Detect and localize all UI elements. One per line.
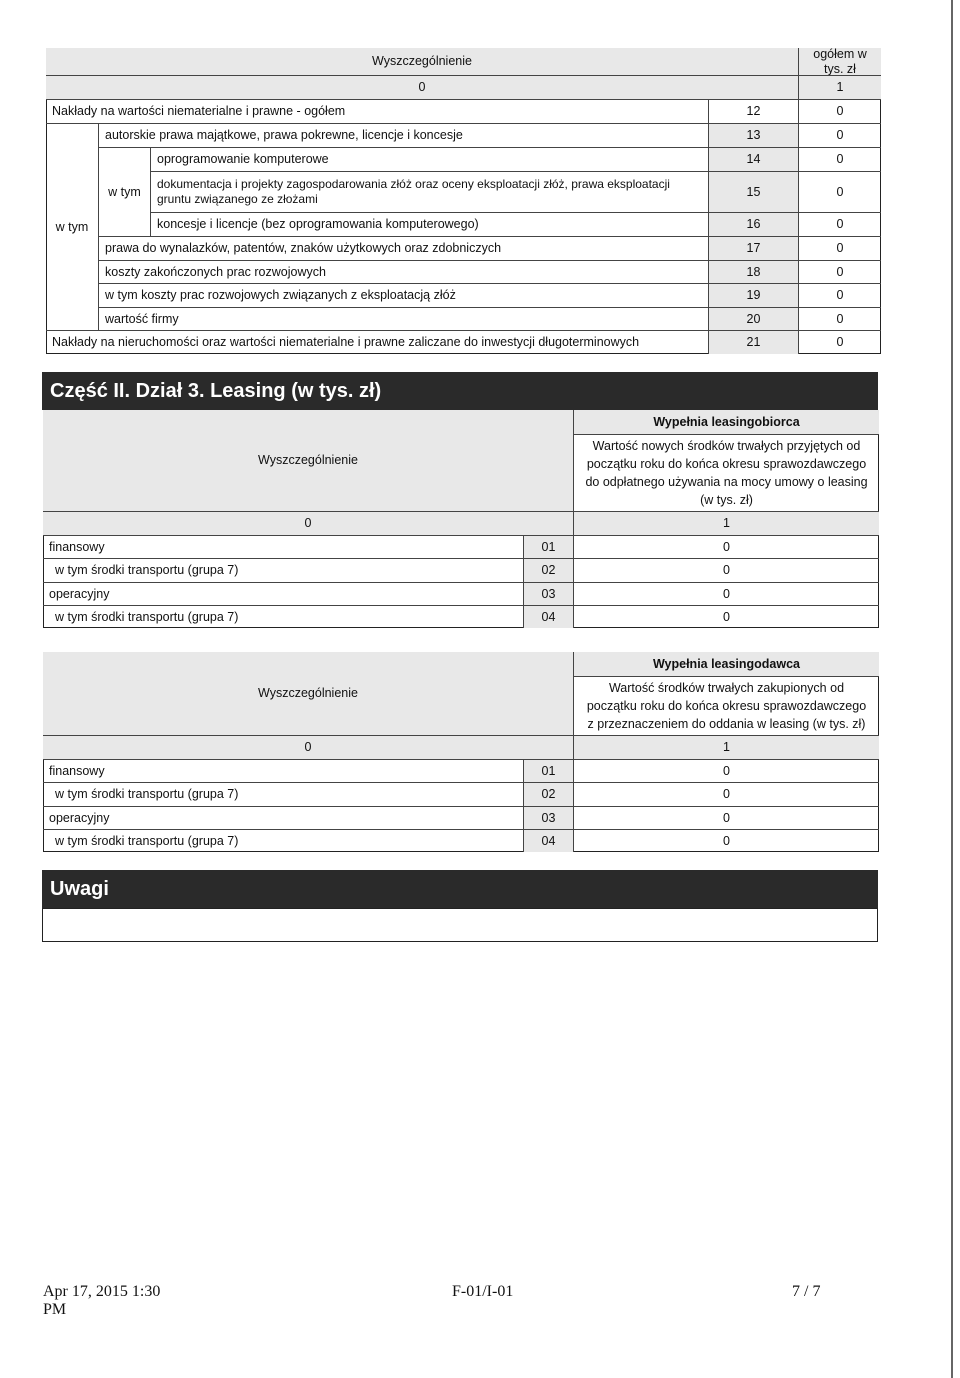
header-value: ogółem w tys. zł <box>798 48 881 75</box>
row-label: operacyjny <box>43 806 523 829</box>
row-number: 04 <box>523 829 573 852</box>
row-value: 0 <box>798 123 881 147</box>
footer-datetime: Apr 17, 2015 1:30 PM <box>43 1283 161 1318</box>
row-number: 02 <box>523 782 573 806</box>
row-number: 14 <box>708 147 798 171</box>
row-number: 02 <box>523 558 573 582</box>
row-value: 0 <box>798 260 881 283</box>
row-value: 0 <box>798 171 881 212</box>
row-value: 0 <box>798 236 881 260</box>
fill-by-label: Wypełnia leasingodawca <box>573 652 879 676</box>
row-number: 04 <box>523 605 573 628</box>
row-label: prawa do wynalazków, patentów, znaków użytkowych oraz zdobniczych <box>98 236 708 260</box>
row-label: w tym środki transportu (grupa 7) <box>43 558 523 582</box>
section-title-notes: Uwagi <box>42 870 878 908</box>
row-number: 18 <box>708 260 798 283</box>
row-label: oprogramowanie komputerowe <box>150 147 708 171</box>
section-title-leasing: Część II. Dział 3. Leasing (w tys. zł) <box>42 372 878 410</box>
row-label: w tym środki transportu (grupa 7) <box>43 605 523 628</box>
row-label: Nakłady na wartości niematerialne i prawne - ogółem <box>46 99 708 123</box>
index-col-1: 1 <box>573 511 879 535</box>
row-value: 0 <box>573 535 879 558</box>
index-col-1: 1 <box>573 735 879 759</box>
row-value: 0 <box>798 307 881 330</box>
row-label: autorskie prawa majątkowe, prawa pokrewne, licencje i koncesje <box>98 123 708 147</box>
inner-w-tym: w tym <box>98 147 150 236</box>
index-col-0: 0 <box>46 75 798 99</box>
row-number: 03 <box>523 806 573 829</box>
row-number: 03 <box>523 582 573 605</box>
row-value: 0 <box>573 782 879 806</box>
row-value: 0 <box>573 605 879 628</box>
footer-form-code: F-01/I-01 <box>452 1283 514 1300</box>
row-value: 0 <box>573 759 879 782</box>
side-w-tym: w tym <box>46 123 98 330</box>
leasing-lessor-table <box>43 652 879 852</box>
scan-edge-line <box>951 0 953 1378</box>
leasing-lessee-table <box>43 410 879 628</box>
row-label: wartość firmy <box>98 307 708 330</box>
row-label: w tym środki transportu (grupa 7) <box>43 782 523 806</box>
notes-box[interactable] <box>42 908 878 942</box>
row-number: 12 <box>708 99 798 123</box>
row-value: 0 <box>573 806 879 829</box>
row-value: 0 <box>798 212 881 236</box>
row-number: 19 <box>708 283 798 307</box>
row-number: 21 <box>708 330 798 354</box>
row-label: w tym koszty prac rozwojowych związanych z eksploatacją złóż <box>98 283 708 307</box>
row-number: 16 <box>708 212 798 236</box>
index-col-1: 1 <box>798 75 881 99</box>
row-label: dokumentacja i projekty zagospodarowania złóż oraz oceny eksploatacji złóż, prawa eksploatacji gruntu związanego ze złożami <box>150 171 708 212</box>
row-number: 20 <box>708 307 798 330</box>
row-label: Nakłady na nieruchomości oraz wartości niematerialne i prawne zaliczane do inwestycji długoterminowych <box>46 330 708 354</box>
row-label: finansowy <box>43 759 523 782</box>
row-value: 0 <box>573 829 879 852</box>
row-value: 0 <box>573 558 879 582</box>
row-label: koncesje i licencje (bez oprogramowania komputerowego) <box>150 212 708 236</box>
row-number: 01 <box>523 535 573 558</box>
row-value: 0 <box>798 99 881 123</box>
value-header: Wartość środków trwałych zakupionych od początku roku do końca okresu sprawozdawczego z przeznaczeniem do oddania w leasing (w tys. zł) <box>573 676 879 735</box>
row-label: finansowy <box>43 535 523 558</box>
row-value: 0 <box>798 330 881 354</box>
header-label: Wyszczególnienie <box>46 48 798 75</box>
row-number: 17 <box>708 236 798 260</box>
row-value: 0 <box>798 147 881 171</box>
row-label: w tym środki transportu (grupa 7) <box>43 829 523 852</box>
value-header: Wartość nowych środków trwałych przyjętych od początku roku do końca okresu sprawozdawczego do odpłatnego używania na mocy umowy o leasing (w tys. zł) <box>573 434 879 511</box>
row-label: koszty zakończonych prac rozwojowych <box>98 260 708 283</box>
investment-table <box>46 48 881 354</box>
fill-by-label: Wypełnia leasingobiorca <box>573 410 879 434</box>
row-number: 15 <box>708 171 798 212</box>
row-label: operacyjny <box>43 582 523 605</box>
footer-page-number: 7 / 7 <box>792 1283 821 1300</box>
index-col-0: 0 <box>43 511 573 535</box>
row-number: 13 <box>708 123 798 147</box>
row-value: 0 <box>798 283 881 307</box>
header-label: Wyszczególnienie <box>43 410 573 511</box>
row-number: 01 <box>523 759 573 782</box>
header-label: Wyszczególnienie <box>43 652 573 735</box>
index-col-0: 0 <box>43 735 573 759</box>
row-value: 0 <box>573 582 879 605</box>
